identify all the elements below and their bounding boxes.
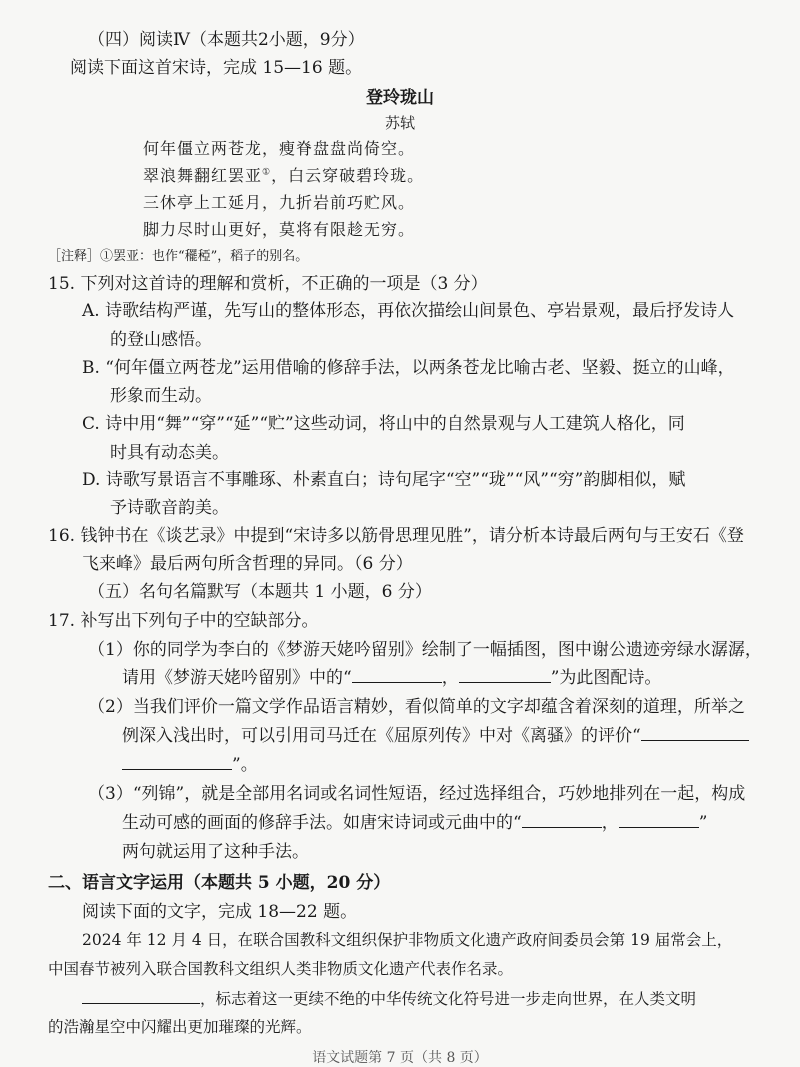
q17-part-1-line-2 [122, 668, 661, 688]
answer-blank[interactable] [352, 668, 442, 683]
q17-part-1-text-b: ， [441, 668, 459, 688]
q15-option-d-line-1: D. 诗歌写景语言不事雕琢、朴素直白；诗句尾字“空”“珑”“风”“穷”韵脚相似，赋 [82, 470, 686, 490]
part-2-instruction: 阅读下面的文字，完成 18—22 题。 [82, 902, 358, 922]
q17-part-2-text-a: 例深入浅出时，可以引用司马迁在《屈原列传》中对《离骚》的评价“ [122, 726, 641, 746]
passage-para-1-line-1: 2024 年 12 月 4 日，在联合国教科文组织保护非物质文化遗产政府间委员会第 19 届常会上， [82, 931, 733, 949]
poem-line-2a: 翠浪舞翻红罢亚 [143, 166, 263, 185]
answer-blank[interactable] [641, 726, 749, 741]
q15-option-c-line-1: C. 诗中用“舞”“穿”“延”“贮”这些动词，将山中的自然景观与人工建筑人格化，同 [82, 414, 685, 434]
passage-para-1-line-2: 中国春节被列入联合国教科文组织人类非物质文化遗产代表作名录。 [48, 960, 514, 978]
poem-line-1: 何年僵立两苍龙，瘦脊盘盘尚倚空。 [143, 139, 416, 158]
poem-author: 苏轼 [384, 114, 415, 132]
answer-blank[interactable] [522, 813, 602, 828]
poem-title: 登玲珑山 [366, 88, 434, 108]
poem-line-4: 脚力尽时山更好，莫将有限趁无穷。 [143, 220, 416, 239]
q15-option-d-line-2: 予诗歌音韵美。 [110, 498, 229, 518]
page-footer: 语文试题第 7 页（共 8 页） [312, 1050, 488, 1066]
q17-part-3-line-2 [122, 813, 707, 833]
q15-option-b-line-1: B. “何年僵立两苍龙”运用借喻的修辞手法，以两条苍龙比喻古老、坚毅、挺立的山峰， [82, 358, 735, 378]
q15-stem: 15. 下列对这首诗的理解和赏析，不正确的一项是（3 分） [48, 274, 488, 294]
q17-part-3-text-b: ， [601, 813, 619, 833]
passage-para-2-line-2: 的浩瀚星空中闪耀出更加璀璨的光辉。 [48, 1018, 312, 1036]
poem-line-2b: ，白云穿破碧玲珑。 [271, 166, 425, 185]
q17-part-3-text-c: ” [698, 813, 708, 833]
answer-blank[interactable] [122, 755, 232, 770]
q17-part-2-line-3 [122, 755, 258, 775]
passage-para-2-text: ，标志着这一更续不绝的中华传统文化符号进一步走向世界，在人类文明 [200, 990, 697, 1008]
answer-blank[interactable] [459, 668, 551, 683]
q17-part-1-text-c: ”为此图配诗。 [550, 668, 662, 688]
q17-part-3-line-3: 两句就运用了这种手法。 [122, 842, 309, 862]
q17-part-2-text-b: ”。 [232, 755, 258, 775]
q17-part-3-line-1: （3）“列锦”，就是全部用名词或名词性短语，经过选择组合，巧妙地排列在一起，构成 [88, 784, 746, 804]
q17-part-1-line-1: （1）你的同学为李白的《梦游天姥吟留别》绘制了一幅插图，图中谢公遗迹旁绿水潺潺， [88, 640, 762, 660]
section-4-instruction: 阅读下面这首宋诗，完成 15—16 题。 [70, 58, 363, 78]
q17-part-2-line-2 [122, 726, 749, 746]
q15-option-a-line-1: A. 诗歌结构严谨，先写山的整体形态，再依次描绘山间景色、亭岩景观，最后抒发诗人 [82, 301, 735, 321]
q17-part-3-text-a: 生动可感的画面的修辞手法。如唐宋诗词或元曲中的“ [122, 813, 522, 833]
answer-blank[interactable] [619, 813, 699, 828]
answer-blank[interactable] [82, 989, 200, 1004]
q16-line-1: 16. 钱钟书在《谈艺录》中提到“宋诗多以筋骨思理见胜”，请分析本诗最后两句与王安石《登 [48, 526, 744, 546]
q17-stem: 17. 补写出下列句子中的空缺部分。 [48, 611, 319, 631]
section-5-heading: （五）名句名篇默写（本题共 1 小题，6 分） [88, 582, 432, 602]
q17-part-2-line-1: （2）当我们评价一篇文学作品语言精妙，看似简单的文字却蕴含着深刻的道理，所举之 [88, 697, 745, 717]
q16-line-2: 飞来峰》最后两句所含哲理的异同。（6 分） [82, 554, 413, 574]
passage-para-2-line-1 [82, 989, 696, 1009]
part-2-heading: 二、语言文字运用（本题共 5 小题，20 分） [48, 873, 391, 893]
q15-option-a-line-2: 的登山感悟。 [110, 330, 212, 350]
q15-option-c-line-2: 时具有动态美。 [110, 443, 229, 463]
section-4-heading: （四）阅读Ⅳ（本题共2小题，9分） [88, 30, 365, 50]
q15-option-b-line-2: 形象而生动。 [110, 386, 212, 406]
poem-line-3: 三休亭上工延月，九折岩前巧贮风。 [143, 193, 416, 212]
q17-part-1-text-a: 请用《梦游天姥吟留别》中的“ [122, 668, 352, 688]
poem-line-2 [143, 166, 424, 185]
poem-note: ［注释］①罢亚：也作“䆉稏”，稻子的别名。 [48, 249, 309, 264]
footnote-marker: ① [262, 167, 272, 178]
